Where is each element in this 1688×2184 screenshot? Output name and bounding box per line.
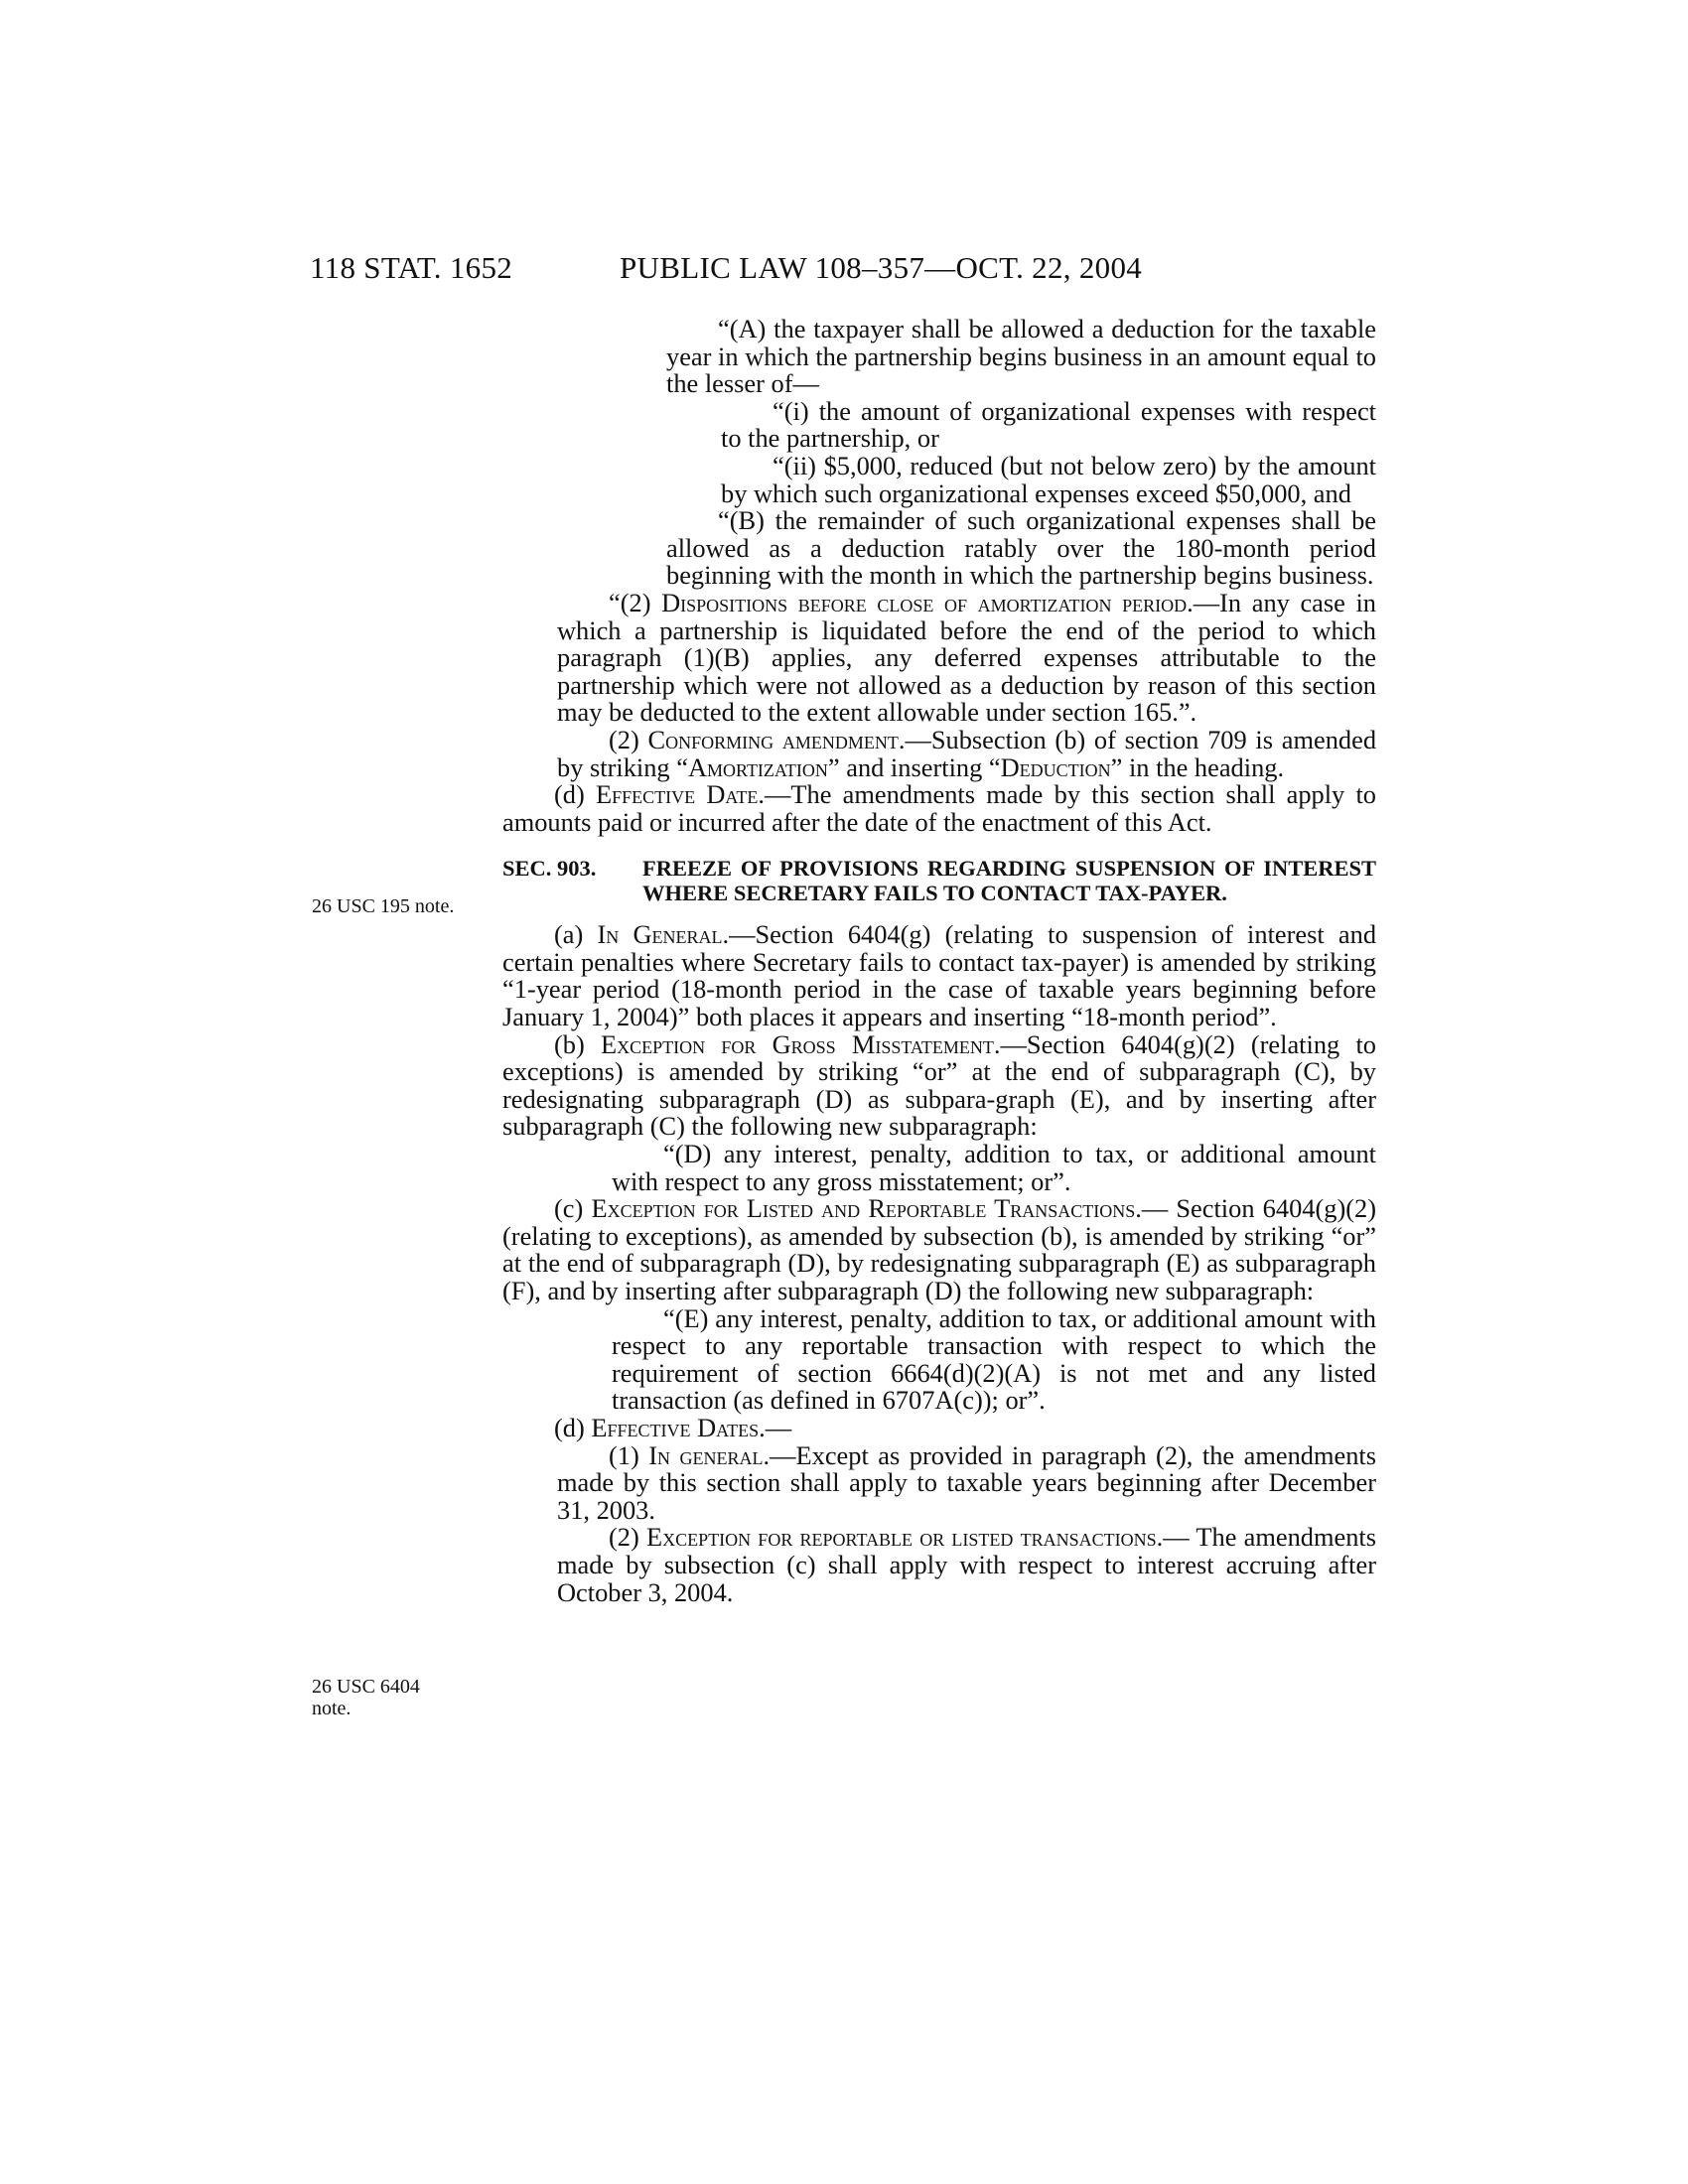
section-heading bbox=[502, 856, 1376, 905]
subsection-c bbox=[502, 1195, 1376, 1304]
paragraph-caption: Dispositions before close of amortization period bbox=[661, 587, 1188, 617]
paragraph-number: (c) bbox=[554, 1193, 592, 1224]
quoted-word: Deduction bbox=[1000, 751, 1111, 782]
paragraph-number: (2) bbox=[609, 1522, 646, 1553]
paragraph-text: ” and inserting “ bbox=[827, 751, 1001, 782]
paragraph-text: .—In any case in which a partnership is liquidated before the end of the period to which paragraph (1)(B) applies, any deferred expenses attributable to the partnership which were not allowed as a deduction by reason of this section may be deducted to the extent allowable under section 165.”. bbox=[557, 587, 1376, 728]
paragraph-caption: Exception for Listed and Reportable Transactions bbox=[591, 1193, 1136, 1224]
paragraph-number: (d) bbox=[554, 1412, 592, 1442]
subparagraph-a: “(A) the taxpayer shall be allowed a deduction for the taxable year in which the partnership begins business in an amount equal to the lesser of— bbox=[666, 314, 1376, 399]
subparagraph-b: “(B) the remainder of such organizational expenses shall be allowed as a deduction ratably over the 180-month period beginning with the month in which the partnership begins business. bbox=[666, 505, 1376, 591]
section-number: SEC. 903. bbox=[502, 856, 597, 882]
paragraph-number: (2) bbox=[609, 724, 648, 754]
quoted-subparagraph-e: “(E) any interest, penalty, addition to tax, or additional amount with respect to any reportable transaction with respect to which the requirement of section 6664(d)(2)(A) is not met and any listed transaction (as defined in 6707A(c)); or”. bbox=[612, 1302, 1376, 1416]
paragraph-number: (a) bbox=[554, 919, 598, 950]
effective-date bbox=[502, 781, 1376, 836]
subsection-b bbox=[502, 1028, 1376, 1142]
public-law-title: PUBLIC LAW 108–357—OCT. 22, 2004 bbox=[620, 250, 1143, 285]
paragraph-text: .— The amendments made by subsection (c) shall apply with respect to interest accruing after October 3, 2004. bbox=[557, 1522, 1376, 1607]
paragraph-number: (1) bbox=[609, 1439, 649, 1470]
clause-i: “(i) the amount of organizational expenses with respect to the partnership, or bbox=[721, 395, 1376, 454]
paragraph-caption: Conforming amendment bbox=[647, 724, 899, 754]
paragraph-number: (d) bbox=[554, 779, 596, 810]
paragraph-text: .— Section 6404(g)(2) (relating to exceptions), as amended by subsection (b), is amended by striking “or” at the end of subparagraph (D), by redesignating subparagraph (E) as subparagraph (F), and by inserting after subparagraph (D) the following new subparagraph: bbox=[502, 1193, 1376, 1305]
paragraph-caption: Effective Dates bbox=[591, 1412, 760, 1442]
margin-note-usc-6404: 26 USC 6404 note. bbox=[312, 1676, 420, 1719]
subsection-d-1 bbox=[502, 1439, 1376, 1525]
paragraph-number: “(2) bbox=[609, 587, 662, 617]
paragraph-caption: Effective Date bbox=[596, 779, 759, 810]
conforming-amendment bbox=[502, 724, 1377, 782]
paragraph-text: .— bbox=[759, 1412, 792, 1442]
paragraph-text: .—Subsection (b) of section 709 is amended by striking “ bbox=[557, 724, 1377, 782]
section-title: FREEZE OF PROVISIONS REGARDING SUSPENSION OF INTEREST WHERE SECRETARY FAILS TO CONTACT TAX-PAYER. bbox=[642, 856, 1376, 906]
document-body bbox=[502, 316, 1376, 1606]
paragraph-text: .—Section 6404(g)(2) (relating to exceptions) is amended by striking “or” at the end of subparagraph (C), by redesignating subparagraph (D) as subpara-graph (E), and by inserting after subparagraph (C) the following new subparagraph: bbox=[502, 1028, 1376, 1142]
quoted-word: Amortization bbox=[687, 751, 828, 782]
subsection-d bbox=[502, 1412, 1376, 1442]
paragraph-text: ” in the heading. bbox=[1110, 751, 1285, 782]
paragraph-number: (b) bbox=[554, 1028, 601, 1059]
paragraph-caption: In general bbox=[648, 1439, 764, 1470]
paragraph-caption: Exception for reportable or listed transactions bbox=[645, 1522, 1157, 1553]
subsection-d-2 bbox=[502, 1524, 1376, 1606]
statute-reference: 118 STAT. 1652 bbox=[310, 250, 513, 285]
paragraph-text: .—Except as provided in paragraph (2), the amendments made by this section shall apply to taxable years beginning after December 31, 2003. bbox=[557, 1439, 1376, 1525]
paragraph-2-dispositions bbox=[502, 587, 1376, 728]
paragraph-caption: Exception for Gross Misstatement bbox=[601, 1028, 994, 1059]
paragraph-caption: In General bbox=[597, 919, 723, 950]
paragraph-text: .—The amendments made by this section shall apply to amounts paid or incurred after the date of the enactment of this Act. bbox=[502, 779, 1377, 837]
subsection-a bbox=[502, 921, 1376, 1030]
quoted-subparagraph-d: “(D) any interest, penalty, addition to tax, or additional amount with respect to any gross misstatement; or”. bbox=[612, 1139, 1376, 1196]
clause-ii: “(ii) $5,000, reduced (but not below zero) by the amount by which such organizational expenses exceed $50,000, and bbox=[721, 450, 1376, 508]
paragraph-text: .—Section 6404(g) (relating to suspension of interest and certain penalties where Secretary fails to contact tax-payer) is amended by striking “1-year period (18-month period in the case of taxable years beginning before January 1, 2004)” both places it appears and inserting “18-month period”. bbox=[502, 919, 1377, 1032]
margin-note-usc-195: 26 USC 195 note. bbox=[312, 895, 455, 917]
